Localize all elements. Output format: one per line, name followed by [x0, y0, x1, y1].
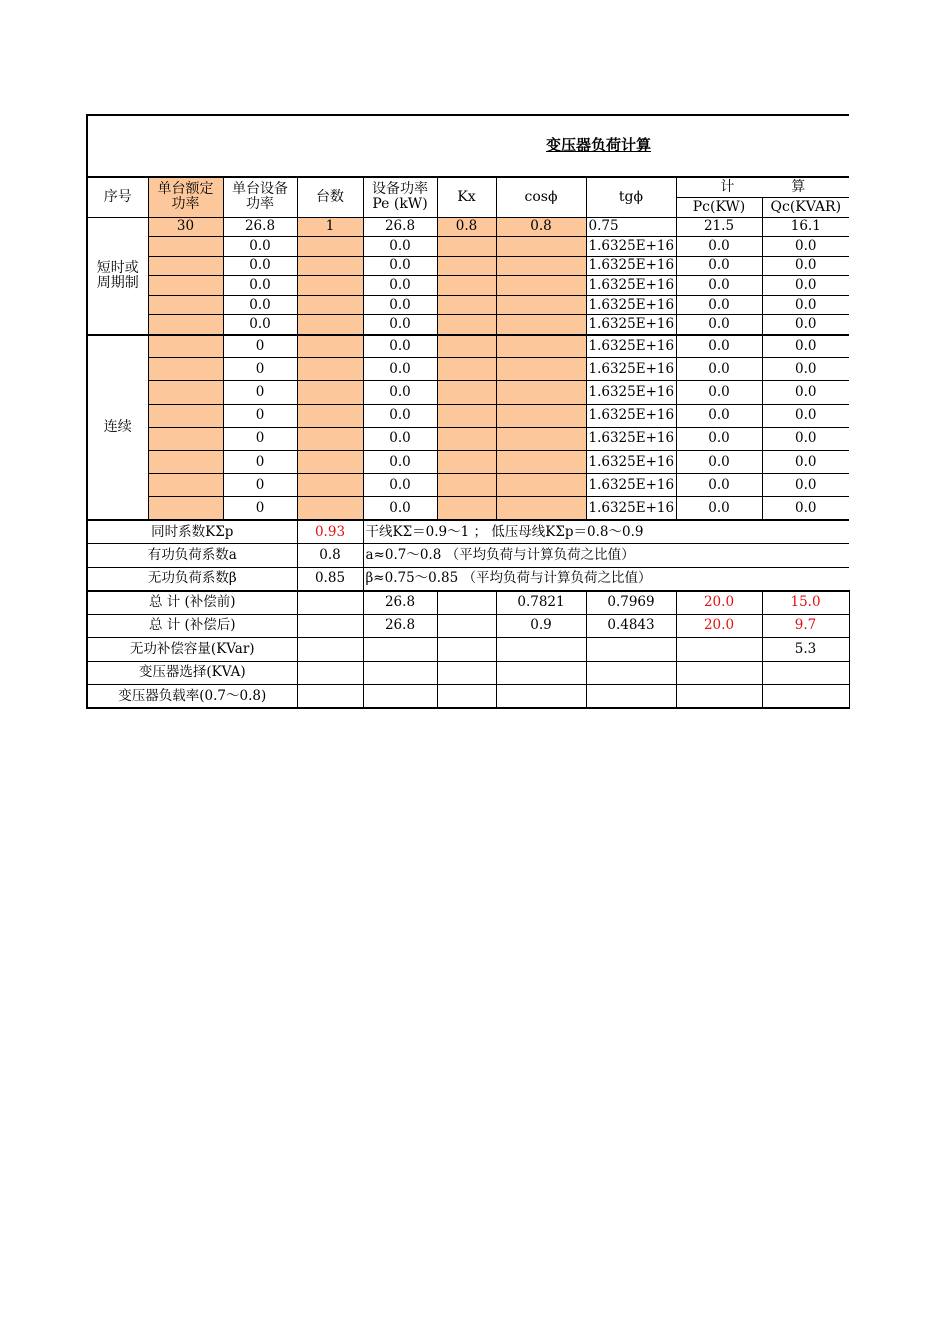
total-before-pe: 26.8	[363, 591, 437, 615]
table-row	[87, 276, 849, 296]
cell-rated	[148, 276, 223, 296]
table-row	[87, 591, 849, 615]
cell-count: 1	[297, 217, 363, 237]
cell-cos	[496, 451, 586, 474]
sync-coef-value: 0.93	[297, 520, 363, 544]
cell-pe: 0.0	[363, 315, 437, 335]
transformer-select-label: 变压器选择(KVA)	[87, 661, 297, 685]
cell-rated	[148, 358, 223, 381]
cell-count	[297, 358, 363, 381]
cell-count	[297, 237, 363, 257]
cell-count	[297, 497, 363, 520]
cell-pe: 0.0	[363, 404, 437, 427]
cell-pc: 0.0	[676, 237, 762, 257]
load-tg	[586, 685, 676, 709]
table-row	[87, 358, 849, 381]
cell-pe: 0.0	[363, 497, 437, 520]
table-row	[87, 256, 849, 276]
cell-pe: 0.0	[363, 381, 437, 404]
table-row	[87, 520, 849, 544]
reactive-coef-note: β≈0.75～0.85 （平均负荷与计算负荷之比值）	[363, 567, 849, 591]
select-count	[297, 661, 363, 685]
reactive-coef-value: 0.85	[297, 567, 363, 591]
cell-device: 0	[223, 427, 297, 450]
sheet-title-cell	[87, 115, 849, 177]
compensation-kx	[437, 638, 496, 662]
cell-tg: 1.6325E+16	[586, 404, 676, 427]
cell-pc: 0.0	[676, 381, 762, 404]
cell-kx	[437, 237, 496, 257]
cell-kx	[437, 381, 496, 404]
active-coef-note: a≈0.7～0.8 （平均负荷与计算负荷之比值）	[363, 544, 849, 568]
reactive-coef-label: 无功负荷系数β	[87, 567, 297, 591]
cell-tg: 0.75	[586, 217, 676, 237]
cell-cos	[496, 474, 586, 497]
header-calc-1: 计	[720, 178, 735, 195]
cell-device: 0.0	[223, 315, 297, 335]
sheet-title: 变压器负荷计算	[546, 136, 652, 154]
cell-qc: 0.0	[762, 474, 849, 497]
load-rate-label: 变压器负载率(0.7～0.8)	[87, 685, 297, 709]
select-cos	[496, 661, 586, 685]
cell-qc: 16.1	[762, 217, 849, 237]
cell-rated	[148, 295, 223, 315]
cell-tg: 1.6325E+16	[586, 335, 676, 358]
total-before-tg: 0.7969	[586, 591, 676, 615]
table-row	[87, 381, 849, 404]
cell-pe: 0.0	[363, 276, 437, 296]
header-rated-power-l1: 单台额定	[157, 181, 214, 198]
cell-device: 26.8	[223, 217, 297, 237]
cell-pe: 0.0	[363, 237, 437, 257]
header-device-power	[223, 177, 297, 217]
table-row	[87, 567, 849, 591]
cell-cos	[496, 427, 586, 450]
cell-device: 0	[223, 404, 297, 427]
cell-pc: 0.0	[676, 497, 762, 520]
select-tg	[586, 661, 676, 685]
cell-tg: 1.6325E+16	[586, 276, 676, 296]
cell-tg: 1.6325E+16	[586, 381, 676, 404]
cell-kx	[437, 497, 496, 520]
cell-device: 0.0	[223, 256, 297, 276]
header-cos: cosϕ	[496, 177, 586, 217]
cell-cos	[496, 315, 586, 335]
total-before-cos: 0.7821	[496, 591, 586, 615]
header-count: 台数	[297, 177, 363, 217]
cell-pe: 0.0	[363, 256, 437, 276]
cell-qc: 0.0	[762, 497, 849, 520]
cell-tg: 1.6325E+16	[586, 315, 676, 335]
cell-rated	[148, 237, 223, 257]
cell-kx	[437, 358, 496, 381]
cell-pc: 0.0	[676, 404, 762, 427]
header-pe-l1: 设备功率	[372, 181, 428, 198]
load-kx	[437, 685, 496, 709]
cell-qc: 0.0	[762, 256, 849, 276]
cell-device: 0	[223, 474, 297, 497]
cell-kx	[437, 404, 496, 427]
compensation-label: 无功补偿容量(KVar)	[87, 638, 297, 662]
cell-qc: 0.0	[762, 427, 849, 450]
header-rated-power	[148, 177, 223, 217]
cell-kx	[437, 276, 496, 296]
total-after-kx	[437, 614, 496, 638]
cell-device: 0	[223, 497, 297, 520]
table-row	[87, 474, 849, 497]
cell-tg: 1.6325E+16	[586, 474, 676, 497]
cell-tg: 1.6325E+16	[586, 237, 676, 257]
total-before-kx	[437, 591, 496, 615]
table-row	[87, 295, 849, 315]
load-calculation-sheet	[86, 114, 848, 709]
select-kx	[437, 661, 496, 685]
cell-cos	[496, 256, 586, 276]
cell-pc: 0.0	[676, 315, 762, 335]
cell-count	[297, 427, 363, 450]
total-before-pc: 20.0	[676, 591, 762, 615]
cell-qc: 0.0	[762, 237, 849, 257]
cell-rated	[148, 427, 223, 450]
compensation-qc: 5.3	[762, 638, 849, 662]
cell-cos	[496, 295, 586, 315]
cell-tg: 1.6325E+16	[586, 295, 676, 315]
total-after-label: 总 计 (补偿后)	[87, 614, 297, 638]
cell-pc: 0.0	[676, 256, 762, 276]
cell-count	[297, 315, 363, 335]
table-row	[87, 497, 849, 520]
header-device-power-l2: 功率	[246, 196, 274, 213]
total-before-qc: 15.0	[762, 591, 849, 615]
cell-cos	[496, 381, 586, 404]
cell-kx	[437, 256, 496, 276]
group_short-label	[87, 217, 148, 335]
cell-pe: 0.0	[363, 451, 437, 474]
cell-device: 0	[223, 381, 297, 404]
cell-device: 0.0	[223, 295, 297, 315]
group_cont-label: 连续	[87, 335, 148, 521]
cell-pe: 0.0	[363, 335, 437, 358]
cell-pc: 0.0	[676, 358, 762, 381]
total-before-label: 总 计 (补偿前)	[87, 591, 297, 615]
cell-qc: 0.0	[762, 295, 849, 315]
table-row	[87, 638, 849, 662]
total-after-count	[297, 614, 363, 638]
load-pe	[363, 685, 437, 709]
cell-kx: 0.8	[437, 217, 496, 237]
group-short-label-l2: 周期制	[96, 274, 139, 291]
cell-qc: 0.0	[762, 404, 849, 427]
cell-pc: 0.0	[676, 295, 762, 315]
cell-device: 0.0	[223, 237, 297, 257]
select-pe	[363, 661, 437, 685]
cell-rated	[148, 497, 223, 520]
table-row	[87, 451, 849, 474]
cell-count	[297, 256, 363, 276]
compensation-count	[297, 638, 363, 662]
cell-qc: 0.0	[762, 335, 849, 358]
load-qc	[762, 685, 849, 709]
cell-pc: 21.5	[676, 217, 762, 237]
cell-pc: 0.0	[676, 427, 762, 450]
table-row	[87, 685, 849, 709]
cell-rated	[148, 256, 223, 276]
cell-device: 0.0	[223, 276, 297, 296]
sync-coef-note: 干线KΣ＝0.9～1 ； 低压母线KΣp＝0.8～0.9	[363, 520, 849, 544]
load-count	[297, 685, 363, 709]
total-after-tg: 0.4843	[586, 614, 676, 638]
cell-count	[297, 451, 363, 474]
cell-pc: 0.0	[676, 335, 762, 358]
cell-tg: 1.6325E+16	[586, 358, 676, 381]
load-calculation-table	[86, 114, 850, 709]
total-after-qc: 9.7	[762, 614, 849, 638]
table-row	[87, 661, 849, 685]
compensation-cos	[496, 638, 586, 662]
table-row	[87, 335, 849, 358]
compensation-tg	[586, 638, 676, 662]
cell-count	[297, 295, 363, 315]
cell-count	[297, 404, 363, 427]
header-qc: Qc(KVAR)	[762, 197, 849, 217]
cell-count	[297, 474, 363, 497]
cell-kx	[437, 295, 496, 315]
compensation-pe	[363, 638, 437, 662]
active-coef-value: 0.8	[297, 544, 363, 568]
header-device-power-l1: 单台设备	[232, 181, 288, 198]
cell-kx	[437, 451, 496, 474]
cell-kx	[437, 474, 496, 497]
total-after-pc: 20.0	[676, 614, 762, 638]
cell-pe: 26.8	[363, 217, 437, 237]
cell-tg: 1.6325E+16	[586, 497, 676, 520]
total-before-count	[297, 591, 363, 615]
select-qc	[762, 661, 849, 685]
header-tg: tgϕ	[586, 177, 676, 217]
header-seq: 序号	[87, 177, 148, 217]
cell-tg: 1.6325E+16	[586, 427, 676, 450]
sync-coef-label: 同时系数KΣp	[87, 520, 297, 544]
cell-rated	[148, 335, 223, 358]
table-row	[87, 315, 849, 335]
total-after-pe: 26.8	[363, 614, 437, 638]
cell-qc: 0.0	[762, 451, 849, 474]
cell-qc: 0.0	[762, 276, 849, 296]
cell-tg: 1.6325E+16	[586, 256, 676, 276]
cell-qc: 0.0	[762, 358, 849, 381]
cell-pc: 0.0	[676, 474, 762, 497]
header-pe	[363, 177, 437, 217]
cell-cos	[496, 335, 586, 358]
cell-rated	[148, 404, 223, 427]
table-row	[87, 217, 849, 237]
cell-pc: 0.0	[676, 451, 762, 474]
load-cos	[496, 685, 586, 709]
cell-cos	[496, 276, 586, 296]
cell-count	[297, 381, 363, 404]
cell-tg: 1.6325E+16	[586, 451, 676, 474]
table-row	[87, 544, 849, 568]
cell-kx	[437, 335, 496, 358]
cell-cos: 0.8	[496, 217, 586, 237]
cell-rated	[148, 474, 223, 497]
table-row	[87, 427, 849, 450]
cell-qc: 0.0	[762, 315, 849, 335]
cell-count	[297, 335, 363, 358]
group-short-label-l1: 短时或	[96, 259, 139, 276]
cell-kx	[437, 427, 496, 450]
cell-device: 0	[223, 451, 297, 474]
cell-cos	[496, 358, 586, 381]
cell-cos	[496, 497, 586, 520]
table-row	[87, 404, 849, 427]
cell-device: 0	[223, 358, 297, 381]
cell-pe: 0.0	[363, 358, 437, 381]
header-pc: Pc(KW)	[676, 197, 762, 217]
cell-pe: 0.0	[363, 295, 437, 315]
cell-pe: 0.0	[363, 474, 437, 497]
table-row	[87, 237, 849, 257]
total-after-cos: 0.9	[496, 614, 586, 638]
cell-qc: 0.0	[762, 381, 849, 404]
select-pc	[676, 661, 762, 685]
cell-count	[297, 276, 363, 296]
cell-device: 0	[223, 335, 297, 358]
header-rated-power-l2: 功率	[171, 196, 200, 213]
cell-cos	[496, 404, 586, 427]
cell-rated	[148, 451, 223, 474]
load-pc	[676, 685, 762, 709]
cell-pc: 0.0	[676, 276, 762, 296]
active-coef-label: 有功负荷系数a	[87, 544, 297, 568]
header-calc-2: 算	[791, 178, 806, 195]
header-pe-l2: Pe (kW)	[372, 196, 428, 213]
cell-rated	[148, 381, 223, 404]
compensation-pc	[676, 638, 762, 662]
header-kx: Kx	[437, 177, 496, 217]
cell-cos	[496, 237, 586, 257]
cell-rated	[148, 315, 223, 335]
cell-pe: 0.0	[363, 427, 437, 450]
table-row	[87, 614, 849, 638]
cell-kx	[437, 315, 496, 335]
cell-rated: 30	[148, 217, 223, 237]
header-calc	[676, 177, 849, 197]
